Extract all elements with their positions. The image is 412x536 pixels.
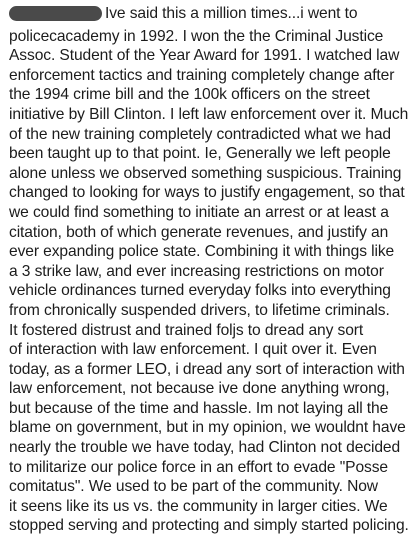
comment-first-line-text: Ive said this a million times...i went to [105, 5, 358, 22]
comment-line: alone unless we observed something suspicious. Training [9, 164, 402, 182]
comment-line: vehicle ordinances turned everyday folks into everything [9, 282, 391, 300]
comment-line-1 [9, 4, 406, 27]
comment-line: stopped serving and protecting and simply started policing. [9, 517, 409, 535]
comment-line: policecacademy in 1992. I won the the Criminal Justice [9, 27, 384, 45]
comment-line: changed to looking for ways to justify engagement, so that [9, 184, 405, 202]
comment-line: been taught up to that point. Ie, Generally we left people [9, 145, 391, 163]
comment-line: a 3 strike law, and ever increasing restrictions on motor [9, 262, 384, 280]
comment-line: of the new training completely contradicted what we had [9, 125, 391, 143]
comment-line: to militarize our police force in an effort to evade "Posse [9, 458, 388, 476]
comment-line: blame on government, but in my opinion, we wouldnt have [9, 419, 406, 437]
comment-line: It fostered distrust and trained foljs to dread any sort [9, 321, 364, 339]
comment-line: Assoc. Student of the Year Award for 1991. I watched law [9, 47, 400, 65]
comment-line: ever expanding police state. Combining it with things like [9, 243, 395, 261]
comment-line: we could find something to initiate an arrest or at least a [9, 203, 389, 221]
comment-line: the 1994 crime bill and the 100k officers on the street [9, 86, 370, 104]
comment-line: citation, both of which generate revenues, and justify an [9, 223, 389, 241]
comment-line: but because of the time and hassle. Im not laying all the [9, 399, 389, 417]
comment-line: nearly the trouble we have today, had Clinton not decided [9, 439, 401, 457]
comment-line: of interaction with law enforcement. I quit over it. Even [9, 341, 377, 359]
comment-line: it seens like its us vs. the community in larger cities. We [9, 497, 388, 515]
redacted-author-wrap [9, 4, 102, 27]
comment-line: law enforcement, not because ive done anything wrong, [9, 380, 390, 398]
comment-line: initiative by Bill Clinton. I left law enforcement over it. Much [9, 105, 409, 123]
comment-line: from chronically suspended drivers, to lifetime criminals. [9, 301, 390, 319]
comment-line: today, as a former LEO, i dread any sort of interaction with [9, 360, 405, 378]
comment-body [9, 4, 409, 536]
comment-line: comitatus". We used to be part of the community. Now [9, 478, 378, 496]
comment-line: enforcement tactics and training completely change after [9, 66, 395, 84]
redacted-author-name [9, 6, 102, 21]
